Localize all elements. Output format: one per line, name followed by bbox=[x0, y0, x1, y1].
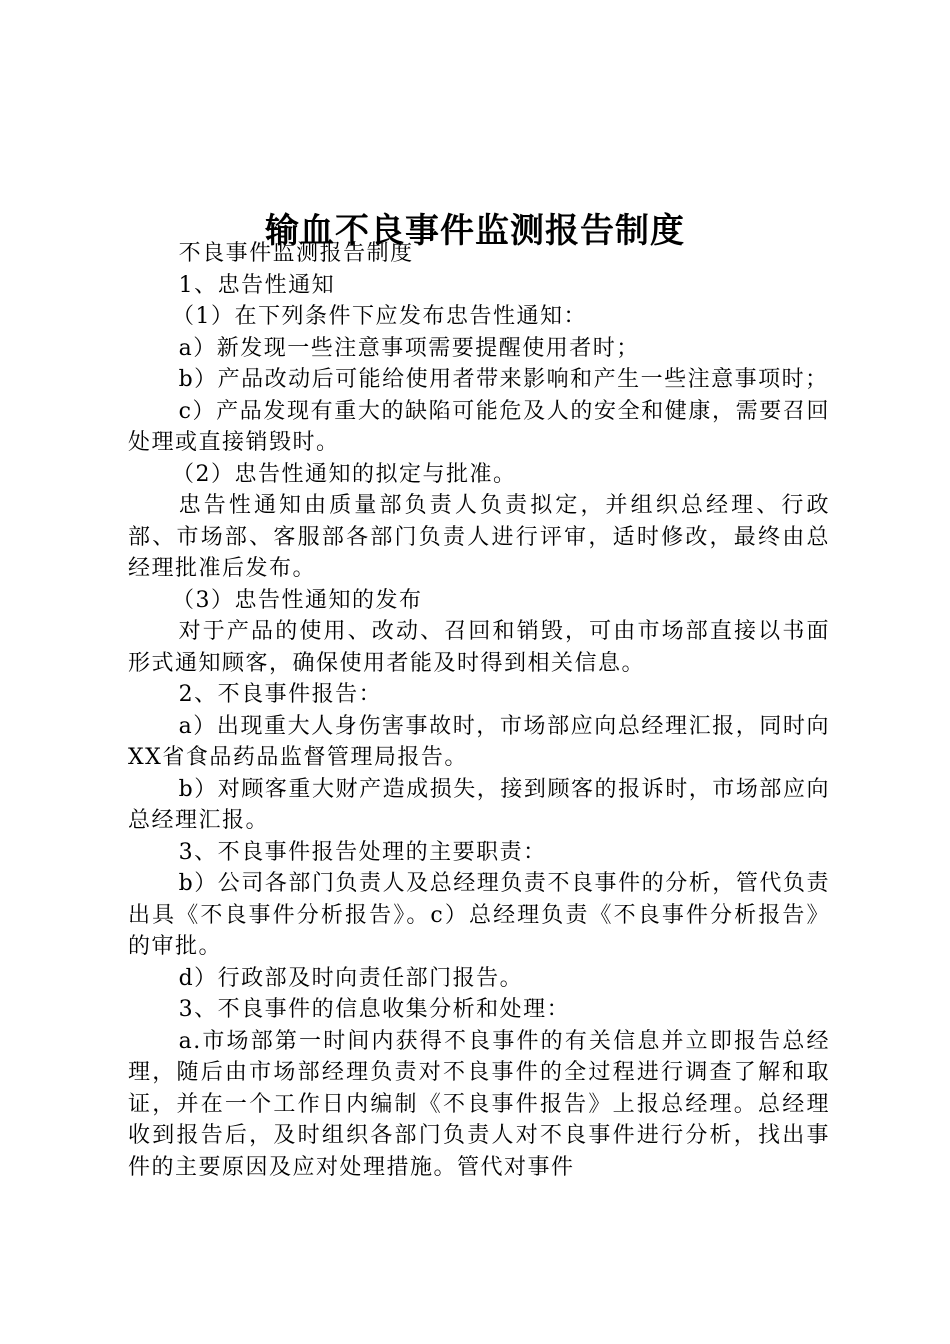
document-body bbox=[128, 238, 830, 1183]
paragraph: 不良事件监测报告制度 bbox=[178, 241, 414, 266]
paragraph: 3、不良事件报告处理的主要职责： bbox=[178, 839, 547, 865]
paragraph: c）产品发现有重大的缺陷可能危及人的安全和健康，需要召回处理或直接销毁时。 bbox=[128, 398, 830, 455]
paragraph: （1）在下列条件下应发布忠告性通知： bbox=[172, 304, 587, 329]
paragraph: b）产品改动后可能给使用者带来影响和产生一些注意事项时； bbox=[178, 367, 829, 392]
paragraph: b）公司各部门负责人及总经理负责不良事件的分析，管代负责出具《不良事件分析报告》。c）总经理负责《不良事件分析报告》的审批。 bbox=[128, 871, 830, 959]
paragraph: （2）忠告性通知的拟定与批准。 bbox=[172, 461, 517, 487]
paragraph: 1、忠告性通知 bbox=[178, 272, 336, 298]
paragraph: 忠告性通知由质量部负责人负责拟定，并组织总经理、行政部、市场部、客服部各部门负责人进行评审，适时修改，最终由总经理批准后发布。 bbox=[128, 493, 830, 581]
paragraph: 3、不良事件的信息收集分析和处理： bbox=[178, 997, 571, 1022]
paragraph: a）新发现一些注意事项需要提醒使用者时； bbox=[178, 335, 640, 361]
paragraph: 2、不良事件报告： bbox=[178, 682, 383, 707]
paragraph: 对于产品的使用、改动、召回和销毁，可由市场部直接以书面形式通知顾客，确保使用者能及时得到相关信息。 bbox=[128, 619, 830, 676]
paragraph: a）出现重大人身伤害事故时，市场部应向总经理汇报，同时向XX省食品药品监督管理局报告。 bbox=[128, 713, 830, 770]
paragraph: b）对顾客重大财产造成损失，接到顾客的报诉时，市场部应向总经理汇报。 bbox=[128, 776, 830, 833]
document-title: 输血不良事件监测报告制度 bbox=[265, 210, 685, 251]
paragraph: a.市场部第一时间内获得不良事件的有关信息并立即报告总经理，随后由市场部经理负责对不良事件的全过程进行调查了解和取证，并在一个工作日内编制《不良事件报告》上报总经理。总经理收到报告后，及时组织各部门负责人对不良事件进行分析，找出事件的主要原因及应对处理措施。管代对事件 bbox=[128, 1028, 830, 1180]
paragraph: d）行政部及时向责任部门报告。 bbox=[178, 965, 524, 991]
paragraph: （3）忠告性通知的发布 bbox=[172, 587, 423, 613]
